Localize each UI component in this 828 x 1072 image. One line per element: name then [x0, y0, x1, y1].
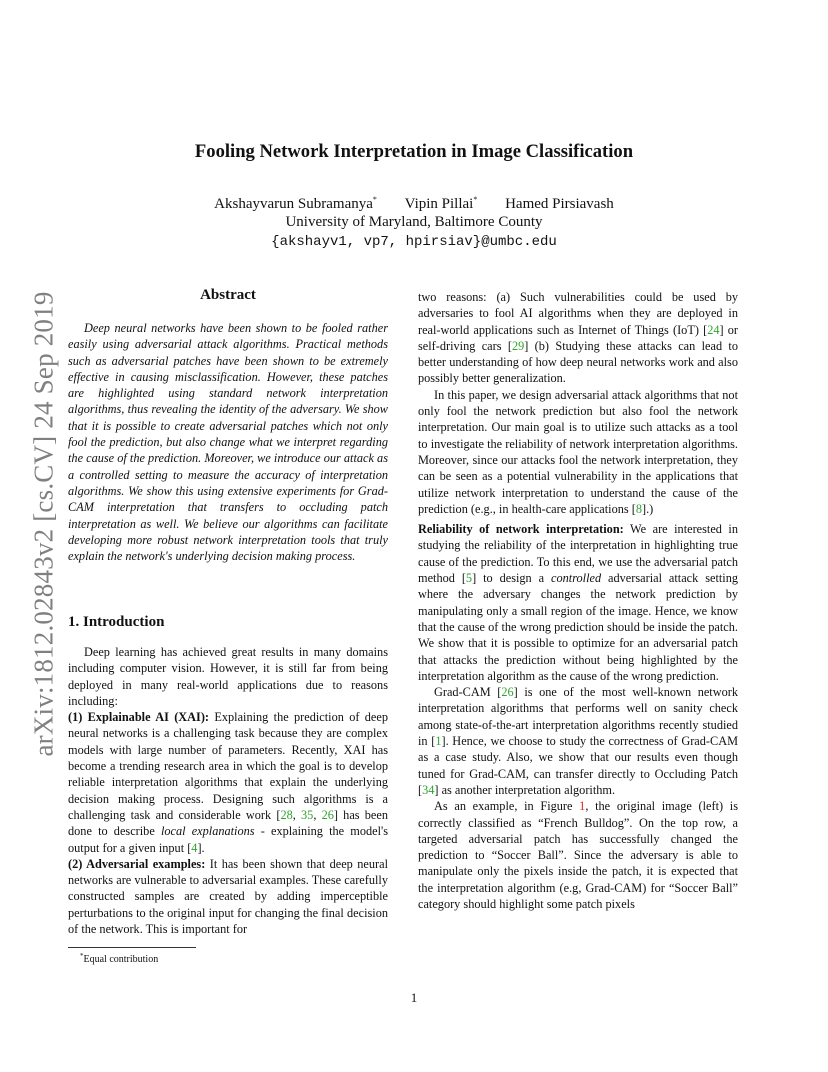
citation-link[interactable]: 35	[301, 807, 314, 822]
right-column	[418, 289, 738, 912]
section-heading-introduction: 1. Introduction	[68, 614, 165, 630]
paragraph: Grad-CAM [26] is one of the most well-known network interpretation algorithms that performs well on sanity check among state-of-the-art interpretation algorithms recently studied in [1]. Hence, we choose to study the correctness of Grad-CAM as a case study. Also, we show that our results even though tuned for Grad-CAM, can transfer directly to Occluding Patch [34] as another interpretation algorithm.	[418, 685, 739, 797]
page-number: 1	[410, 990, 418, 1005]
paragraph: As an example, in Figure 1, the original image (left) is correctly classified as “French Bulldog”. On the top row, a targeted adversarial patch has successfully changed the prediction to “Soccer Ball”. Since the adversary is able to manipulate only the pixels inside the patch, it is expected that the interpretation algorithm (e.g, Grad-CAM) for “Soccer Ball” category should highlight some patch pixels	[418, 799, 738, 911]
arxiv-identifier-text: arXiv:1812.02843v2 [cs.CV] 24 Sep 2019	[28, 291, 59, 757]
paragraph: Deep learning has achieved great results in many domains including computer vision. However, it is still far from being deployed in many real-world applications due to reasons including:	[68, 645, 388, 708]
paragraph: (2) Adversarial examples: It has been shown that deep neural networks are vulnerable to adversarial examples. These carefully constructed samples are created by adding imperceptible perturbations to the original input for changing the final decision of the network. This is important for	[68, 856, 388, 937]
citation-link[interactable]: 8	[635, 501, 642, 516]
author: Vipin Pillai*	[404, 195, 478, 212]
citation-link[interactable]: 24	[707, 322, 720, 337]
paper-title: Fooling Network Interpretation in Image Classification	[194, 141, 634, 162]
citation-link[interactable]: 5	[465, 571, 473, 586]
paragraph-label: (1) Explainable AI (XAI):	[68, 710, 210, 725]
citation-link[interactable]: 29	[511, 338, 525, 353]
citation-link[interactable]: 28	[280, 807, 293, 822]
citation-link[interactable]: 26	[321, 807, 334, 822]
paragraph-label: (2) Adversarial examples:	[68, 856, 206, 871]
paragraph: two reasons: (a) Such vulnerabilities could be used by adversaries to fool AI algorithms when they are deployed in real-world applications such as Internet of Things (IoT) [24] or self-driving cars [29] (b) Studying these attacks can lead to better understanding of how deep neural networks work and also possibly better generalization.	[418, 290, 738, 386]
abstract-text: Deep neural networks have been shown to be fooled rather easily using adversarial attack algorithms. Practical methods such as adversarial patches have been shown to be extremely effective in causing misclassification. However, these patches are highlighted using standard network interpretation algorithms, thus revealing the identity of the adversary. We show that it is possible to create adversarial patches which not only fool the prediction, but also change what we interpret regarding the cause of the prediction. Moreover, we introduce our attack as a controlled setting to measure the accuracy of interpretation algorithms. We show this using extensive experiments for Grad-CAM interpretation that transfers to occluding patch interpretation as well. We believe our algorithms can facilitate developing more robust network interpretation tools that truly explain the network's underlying decision making process.	[68, 321, 388, 564]
introduction-body	[68, 644, 388, 937]
citation-link[interactable]: 34	[422, 782, 435, 797]
paragraph-label: Reliability of network interpretation:	[418, 522, 624, 537]
figure-reference-link[interactable]: 1	[579, 799, 586, 814]
paragraph: Reliability of network interpretation: We are interested in studying the reliability of the interpretation in highlighting true cause of the prediction. To this end, we use the adversarial patch method [5] to design a controlled adversarial attack setting where the adversary changes the network prediction by manipulating only a small region of the image. Hence, we know that the cause of the wrong prediction should be inside the patch. We show that it is possible to optimize for an adversarial patch that attacks the prediction without being highlighted by the interpretation algorithm as the cause of the wrong prediction.	[418, 522, 739, 683]
footnote-divider	[68, 947, 196, 948]
author: Hamed Pirsiavash	[505, 196, 614, 212]
author: Akshayvarun Subramanya*	[214, 195, 377, 212]
affiliation: University of Maryland, Baltimore County	[285, 214, 543, 230]
paragraph: (1) Explainable AI (XAI): Explaining the prediction of deep neural networks is a challenging task because they are complex models with large number of parameters. Recently, XAI has become a trending research area in which the goal is to develop reliable interpretation algorithms that explain the underlying decision making process. Designing such algorithms is a challenging task and considerable work [28, 35, 26] has been done to describe local explanations - explaining the model's output for a given input [4].	[68, 710, 388, 855]
author-emails: {akshayv1, vp7, hpirsiav}@umbc.edu	[271, 234, 557, 250]
footnote: *Equal contribution	[80, 952, 159, 965]
citation-link[interactable]: 4	[191, 840, 198, 855]
paragraph: In this paper, we design adversarial attack algorithms that not only fool the network prediction but also fool the network interpretation. Our main goal is to utilize such attacks as a tool to investigate the reliability of network interpretation algorithms. Moreover, since our attacks fool the network interpretation, they can be seen as a potential vulnerability in the applications that utilize network interpretation to understand the cause of the prediction (e.g., in health-care applications [8].)	[418, 387, 738, 516]
citation-link[interactable]: 26	[501, 685, 514, 700]
citation-link[interactable]: 1	[435, 734, 442, 749]
abstract-heading: Abstract	[200, 287, 256, 303]
author-list	[0, 195, 828, 213]
